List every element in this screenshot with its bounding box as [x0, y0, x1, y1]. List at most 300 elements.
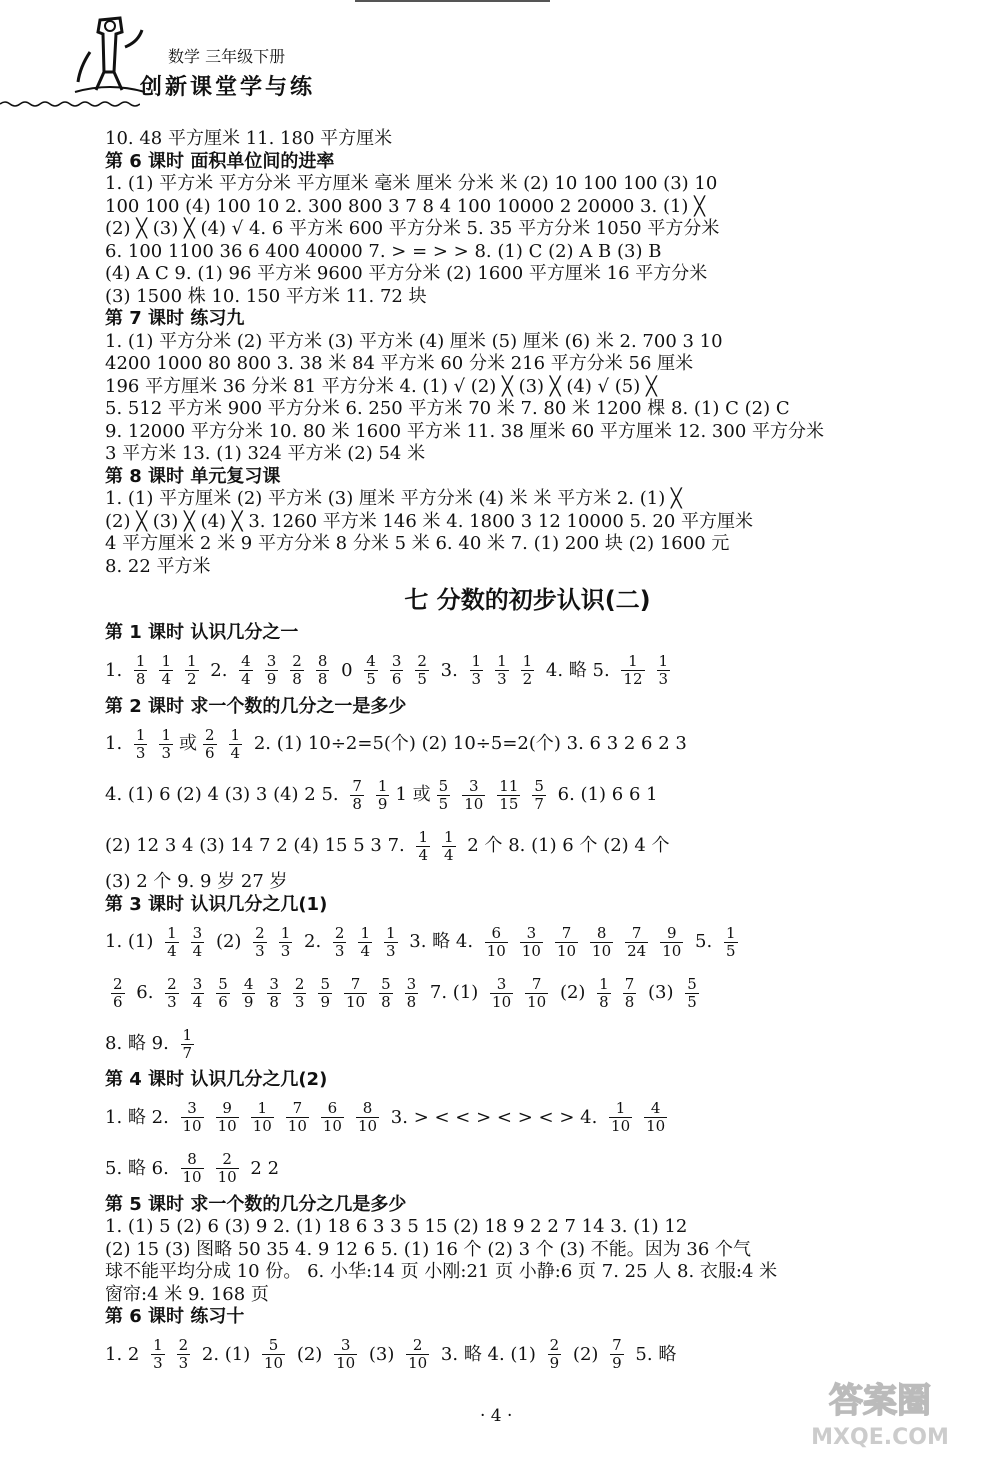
fraction	[621, 653, 644, 688]
denominator: 5	[438, 794, 449, 813]
fraction-answer-line	[105, 916, 950, 967]
denominator: 10	[287, 1117, 307, 1135]
answer-line: 1. (1) 平方分米 (2) 平方米 (3) 平方米 (4) 厘米 (5) 厘米 (6) 米 2. 700 3 10	[105, 330, 723, 352]
fraction-answer-line	[105, 820, 950, 871]
fraction	[216, 1100, 239, 1135]
denominator: 10	[592, 941, 612, 960]
numerator: 2	[406, 1337, 429, 1355]
fraction	[239, 653, 253, 688]
answer-line: 196 平方厘米 36 分米 81 平方分米 4. (1) √ (2) ╳ (3) ╳ (4) √ (5) ╳	[105, 375, 657, 397]
denominator: 10	[464, 794, 484, 813]
denominator: 24	[627, 941, 647, 960]
answer-line: (4) A C 9. (1) 96 平方米 9600 平方分米 (2) 1600 平方厘米 16 平方分米	[105, 263, 708, 284]
numerator: 2	[205, 725, 215, 744]
fraction	[111, 976, 125, 1011]
denominator: 9	[266, 670, 277, 688]
fraction	[495, 653, 509, 688]
fraction	[344, 976, 367, 1011]
numerator: 3	[490, 976, 513, 994]
fraction	[356, 1100, 379, 1135]
answer-line: 8. 22 平方米	[105, 555, 211, 577]
answer-text: 6. (1) 6 6 1	[551, 784, 658, 805]
answer-text: 0	[335, 659, 359, 681]
numerator: 5	[381, 974, 391, 993]
numerator: 1	[360, 923, 370, 942]
numerator: 1	[444, 827, 454, 846]
fraction	[364, 653, 378, 688]
answer-text: 1.	[105, 659, 128, 681]
denominator: 3	[658, 670, 669, 688]
numerator: 6	[321, 1100, 344, 1118]
fraction	[253, 925, 267, 960]
answer-text: (2)	[210, 931, 248, 952]
denominator: 8	[599, 992, 609, 1011]
numerator: 8	[317, 652, 328, 670]
answer-line: 1. (1) 平方米 平方分米 平方厘米 毫米 厘米 分米 米 (2) 10 100 100 (3) 10	[105, 173, 718, 194]
denominator: 10	[486, 941, 506, 960]
numerator: 4	[644, 1100, 667, 1118]
denominator: 6	[391, 670, 402, 688]
numerator: 2	[113, 974, 123, 993]
denominator: 8	[269, 992, 279, 1011]
numerator: 3	[462, 778, 485, 796]
fraction	[191, 976, 205, 1011]
denominator: 2	[187, 670, 197, 688]
answer-content	[105, 128, 950, 1380]
fraction	[358, 925, 372, 960]
fraction	[333, 925, 347, 960]
denominator: 10	[646, 1117, 666, 1135]
page-header	[0, 0, 1000, 108]
numerator: 3	[181, 1100, 204, 1118]
denominator: 3	[294, 992, 305, 1011]
numerator: 9	[660, 925, 683, 943]
answer-line: (2) ╳ (3) ╳ (4) ╳ 3. 1260 平方米 146 米 4. 1800 3 12 10000 5. 20 平方厘米	[105, 510, 754, 532]
fraction	[267, 976, 281, 1011]
answer-text: 1. 略 2.	[105, 1106, 175, 1128]
denominator: 4	[360, 941, 370, 960]
numerator: 1	[182, 1025, 193, 1044]
numerator: 3	[334, 1337, 357, 1355]
fraction	[290, 653, 304, 688]
numerator: 4	[243, 974, 254, 993]
numerator: 1	[161, 652, 171, 670]
answer-text: 或	[179, 733, 197, 754]
fraction	[555, 925, 578, 960]
answer-text: 3. 略 4. (1)	[435, 1343, 542, 1365]
answer-text: 5.	[689, 931, 718, 952]
numerator: 1	[658, 652, 669, 670]
numerator: 4	[366, 652, 376, 670]
answer-text: (2)	[567, 1343, 605, 1365]
denominator: 7	[534, 794, 544, 813]
watermark-bottom: MXQE.COM	[811, 1425, 949, 1450]
answer-text: 4. 略 5.	[540, 659, 616, 681]
answer-line: 窗帘:4 米 9. 168 页	[105, 1283, 269, 1305]
numerator: 8	[356, 1100, 379, 1118]
numerator: 5	[438, 776, 449, 795]
answer-text: 2. (1) 10÷2=5(个) (2) 10÷5=2(个) 3. 6 3 2 6 2 3	[248, 733, 687, 754]
fraction	[177, 1337, 191, 1372]
answer-line: (2) 15 (3) 图略 50 35 4. 9 12 6 5. (1) 16 个 (2) 3 个 (3) 不能。因为 36 个气	[105, 1238, 752, 1260]
numerator: 1	[522, 652, 533, 670]
fraction	[724, 925, 738, 960]
numerator: 7	[286, 1100, 309, 1118]
fraction-answer-line	[105, 1018, 950, 1069]
fraction	[334, 1337, 357, 1372]
denominator: 8	[317, 670, 328, 688]
fraction	[262, 1337, 285, 1372]
denominator: 3	[178, 1354, 189, 1372]
fraction	[165, 976, 179, 1011]
numerator: 1	[385, 923, 396, 942]
numerator: 1	[609, 1100, 632, 1118]
denominator: 15	[499, 794, 519, 813]
denominator: 6	[205, 743, 215, 762]
answer-text: (3)	[642, 982, 680, 1003]
denominator: 10	[521, 941, 541, 960]
answer-line: (2) ╳ (3) ╳ (4) √ 4. 6 平方米 600 平方分米 5. 35 平方分米 1050 平方分米	[105, 218, 720, 239]
numerator: 3	[520, 925, 543, 943]
denominator: 5	[417, 670, 427, 688]
fraction-answer-line	[105, 718, 950, 769]
answer-text: (2)	[291, 1343, 329, 1365]
answer-text: 3. > < < > < > < > 4.	[385, 1106, 604, 1128]
page-number: · 4 ·	[480, 1406, 513, 1426]
answer-text: 1. (1)	[105, 931, 160, 952]
answer-text: 2.	[204, 659, 234, 681]
fraction	[532, 778, 546, 813]
fraction	[321, 1100, 344, 1135]
numerator: 3	[192, 923, 203, 942]
fraction	[384, 925, 398, 960]
answer-text: 2 个 8. (1) 6 个 (2) 4 个	[461, 835, 670, 856]
answer-text: 3.	[434, 659, 464, 681]
fraction	[181, 1151, 204, 1186]
answer-text: 5. 略 6.	[105, 1157, 175, 1179]
denominator: 10	[492, 992, 512, 1011]
denominator: 8	[624, 992, 635, 1011]
numerator: 1	[161, 725, 171, 744]
numerator: 7	[612, 1336, 622, 1354]
numerator: 3	[391, 652, 402, 670]
answer-line: 5. 512 平方米 900 平方分米 6. 250 平方米 70 米 7. 80 米 1200 棵 8. (1) C (2) C	[105, 398, 790, 419]
numerator: 3	[269, 974, 279, 993]
fraction	[416, 829, 430, 864]
denominator: 10	[527, 992, 547, 1011]
denominator: 4	[167, 941, 177, 960]
answer-text: 5. 略	[629, 1343, 677, 1365]
denominator: 4	[230, 743, 241, 762]
numerator: 2	[334, 923, 345, 942]
fraction	[490, 976, 513, 1011]
fraction	[242, 976, 256, 1011]
fraction	[318, 976, 332, 1011]
denominator: 10	[264, 1354, 284, 1372]
numerator: 1	[230, 725, 241, 744]
denominator: 5	[687, 992, 697, 1011]
fraction	[279, 925, 293, 960]
fraction	[151, 1337, 165, 1372]
fraction	[405, 976, 419, 1011]
answer-line: 1. (1) 5 (2) 6 (3) 9 2. (1) 18 6 3 3 5 15 (2) 18 9 2 2 7 14 3. (1) 12	[105, 1216, 688, 1237]
fraction	[437, 778, 451, 813]
fraction	[590, 925, 613, 960]
cartoon-pencil-logo-icon	[70, 12, 150, 97]
numerator: 1	[135, 652, 146, 670]
header-subtitle: 数学 三年级下册	[168, 47, 286, 66]
denominator: 7	[182, 1043, 193, 1062]
fraction	[623, 976, 637, 1011]
numerator: 5	[262, 1337, 285, 1355]
numerator: 7	[352, 776, 362, 795]
denominator: 10	[182, 1168, 202, 1186]
denominator: 8	[135, 670, 146, 688]
fraction	[251, 1100, 274, 1135]
lesson-heading: 第 5 课时 求一个数的几分之几是多少	[105, 1193, 407, 1215]
answer-line: 6. 100 1100 36 6 400 40000 7. > = > > 8. (1) C (2) A B (3) B	[105, 240, 662, 262]
lesson-heading: 第 6 课时 练习十	[105, 1306, 245, 1327]
numerator: 2	[292, 652, 302, 670]
fraction	[376, 778, 390, 813]
numerator: 4	[241, 652, 251, 670]
fraction	[442, 829, 456, 864]
lesson-heading: 第 8 课时 单元复习课	[105, 465, 281, 487]
fraction	[548, 1337, 562, 1372]
denominator: 8	[352, 794, 362, 813]
answer-text: 8. 略 9.	[105, 1033, 175, 1054]
fraction	[286, 1100, 309, 1135]
header-brand: 创新课堂学与练	[140, 75, 316, 100]
numerator: 1	[153, 1336, 163, 1354]
answer-text: 1 或	[395, 784, 431, 805]
answer-text: 2. (1)	[196, 1343, 257, 1365]
denominator: 5	[725, 941, 736, 960]
numerator: 11	[499, 776, 519, 795]
fraction	[462, 778, 485, 813]
fraction	[203, 727, 217, 762]
numerator: 1	[135, 725, 146, 744]
fraction	[609, 1100, 632, 1135]
fraction	[216, 976, 230, 1011]
fraction	[525, 976, 548, 1011]
denominator: 3	[334, 941, 345, 960]
denominator: 8	[381, 992, 391, 1011]
fraction	[497, 778, 520, 813]
denominator: 9	[612, 1354, 622, 1372]
numerator: 5	[534, 776, 544, 795]
numerator: 2	[417, 652, 427, 670]
answer-text: 1. 2	[105, 1343, 146, 1365]
numerator: 3	[406, 974, 417, 993]
denominator: 3	[153, 1354, 163, 1372]
denominator: 10	[182, 1117, 202, 1135]
lesson-heading: 第 3 课时 认识几分之几(1)	[105, 893, 328, 915]
numerator: 1	[621, 653, 644, 671]
fraction	[390, 653, 404, 688]
denominator: 3	[497, 670, 507, 688]
answer-text: 2.	[298, 931, 327, 952]
numerator: 2	[549, 1336, 560, 1354]
numerator: 1	[377, 776, 388, 795]
denominator: 9	[377, 794, 388, 813]
numerator: 7	[624, 974, 635, 993]
fraction	[657, 653, 671, 688]
denominator: 6	[113, 992, 123, 1011]
fraction	[470, 653, 484, 688]
denominator: 10	[408, 1354, 428, 1372]
chapter-title: 七 分数的初步认识(二)	[404, 586, 651, 614]
fraction	[521, 653, 535, 688]
fraction	[644, 1100, 667, 1135]
numerator: 1	[497, 652, 507, 670]
fraction	[406, 1337, 429, 1372]
answer-text: 2 2	[244, 1157, 280, 1179]
numerator: 1	[599, 974, 609, 993]
numerator: 7	[555, 925, 578, 943]
fraction-answer-line	[105, 1092, 950, 1143]
denominator: 10	[346, 992, 366, 1011]
answer-line: 1. (1) 平方厘米 (2) 平方米 (3) 厘米 平方分米 (4) 米 米 平方米 2. (1) ╳	[105, 488, 682, 509]
denominator: 5	[366, 670, 376, 688]
numerator: 5	[218, 974, 228, 993]
answer-line: 4200 1000 80 800 3. 38 米 84 平方米 60 分米 216 平方分米 56 厘米	[105, 353, 694, 374]
fraction	[229, 727, 243, 762]
denominator: 10	[611, 1117, 631, 1135]
denominator: 4	[418, 845, 429, 864]
answer-text: (2) 12 3 4 (3) 14 7 2 (4) 15 5 3 7.	[105, 835, 411, 856]
numerator: 5	[320, 974, 330, 993]
denominator: 10	[322, 1117, 342, 1135]
numerator: 7	[525, 976, 548, 994]
denominator: 9	[243, 992, 254, 1011]
answer-text: 3. 略 4.	[403, 931, 479, 952]
lesson-heading: 第 1 课时 认识几分之一	[105, 622, 299, 643]
fraction	[520, 925, 543, 960]
numerator: 9	[216, 1100, 239, 1118]
denominator: 8	[292, 670, 302, 688]
numerator: 3	[266, 652, 277, 670]
answer-text: 4. (1) 6 (2) 4 (3) 3 (4) 2 5.	[105, 784, 345, 805]
denominator: 4	[192, 941, 203, 960]
numerator: 1	[280, 923, 291, 942]
denominator: 10	[357, 1117, 378, 1135]
watermark-top: 答案圈	[829, 1381, 931, 1421]
fraction	[293, 976, 307, 1011]
answer-line: 4 平方厘米 2 米 9 平方分米 8 分米 5 米 6. 40 米 7. (1) 200 块 (2) 1600 元	[105, 533, 730, 554]
answer-line: 球不能平均分成 10 份。 6. 小华:14 页 小刚:21 页 小静:6 页 7. 25 人 8. 衣服:4 米	[105, 1261, 778, 1282]
denominator: 8	[406, 992, 417, 1011]
answer-line: (3) 2 个 9. 9 岁 27 岁	[105, 871, 288, 892]
fraction-answer-line	[105, 1143, 950, 1194]
denominator: 6	[218, 992, 228, 1011]
answer-text: 6.	[130, 982, 160, 1003]
fraction	[415, 653, 429, 688]
denominator: 3	[255, 941, 265, 960]
answer-text: 7. (1)	[424, 982, 485, 1003]
fraction-answer-line	[105, 645, 950, 696]
fraction-answer-line	[105, 967, 950, 1018]
denominator: 10	[252, 1117, 272, 1135]
fraction	[316, 653, 330, 688]
numerator: 2	[178, 1336, 189, 1354]
answer-line: 100 100 (4) 100 10 2. 300 800 3 7 8 4 100 10000 2 20000 3. (1) ╳	[105, 195, 705, 217]
fraction	[350, 778, 364, 813]
fraction	[610, 1337, 624, 1372]
numerator: 2	[255, 923, 265, 942]
answer-line: 9. 12000 平方分米 10. 80 米 1600 平方米 11. 38 厘米 60 平方厘米 12. 300 平方分米	[105, 420, 825, 442]
watermark-logo	[780, 1372, 980, 1452]
fraction	[159, 727, 173, 762]
denominator: 4	[161, 670, 171, 688]
numerator: 8	[181, 1151, 204, 1169]
answer-text: 1.	[105, 733, 128, 754]
denominator: 10	[217, 1168, 237, 1186]
fraction-answer-line	[105, 769, 950, 820]
denominator: 3	[135, 743, 146, 762]
numerator: 8	[590, 925, 613, 943]
denominator: 10	[336, 1354, 356, 1372]
answer-text: (3)	[363, 1343, 401, 1365]
fraction	[265, 653, 279, 688]
fraction	[181, 1027, 195, 1062]
fraction	[485, 925, 508, 960]
fraction	[191, 925, 205, 960]
numerator: 1	[167, 923, 177, 942]
numerator: 1	[187, 652, 197, 670]
numerator: 1	[725, 923, 736, 942]
denominator: 3	[385, 941, 396, 960]
fraction	[597, 976, 611, 1011]
fraction	[159, 653, 173, 688]
denominator: 3	[161, 743, 171, 762]
denominator: 9	[549, 1354, 560, 1372]
fraction	[625, 925, 648, 960]
fraction	[660, 925, 683, 960]
denominator: 3	[167, 992, 177, 1011]
numerator: 5	[687, 974, 697, 993]
numerator: 1	[471, 652, 482, 670]
numerator: 1	[251, 1100, 274, 1118]
denominator: 2	[522, 670, 533, 688]
denominator: 3	[280, 941, 291, 960]
denominator: 10	[556, 941, 577, 960]
denominator: 9	[320, 992, 330, 1011]
denominator: 12	[623, 670, 643, 688]
numerator: 7	[344, 976, 367, 994]
answer-line: 10. 48 平方厘米 11. 180 平方厘米	[105, 128, 393, 149]
lesson-heading: 第 7 课时 练习九	[105, 308, 245, 329]
fraction	[181, 1100, 204, 1135]
lesson-heading: 第 2 课时 求一个数的几分之一是多少	[105, 695, 407, 717]
numerator: 2	[294, 974, 305, 993]
fraction	[134, 727, 148, 762]
lesson-heading: 第 4 课时 认识几分之几(2)	[105, 1069, 328, 1090]
answer-line: (3) 1500 株 10. 150 平方米 11. 72 块	[105, 285, 427, 307]
denominator: 3	[471, 670, 482, 688]
numerator: 1	[418, 827, 429, 846]
fraction	[685, 976, 699, 1011]
answer-text: (2)	[554, 982, 592, 1003]
lesson-heading: 第 6 课时 面积单位间的进率	[105, 150, 335, 172]
answer-line: 3 平方米 13. (1) 324 平方米 (2) 54 米	[105, 443, 426, 464]
denominator: 4	[192, 992, 203, 1011]
wavy-divider	[0, 100, 140, 108]
denominator: 4	[444, 845, 454, 864]
denominator: 10	[662, 941, 682, 960]
numerator: 2	[216, 1151, 239, 1169]
denominator: 10	[217, 1117, 237, 1135]
